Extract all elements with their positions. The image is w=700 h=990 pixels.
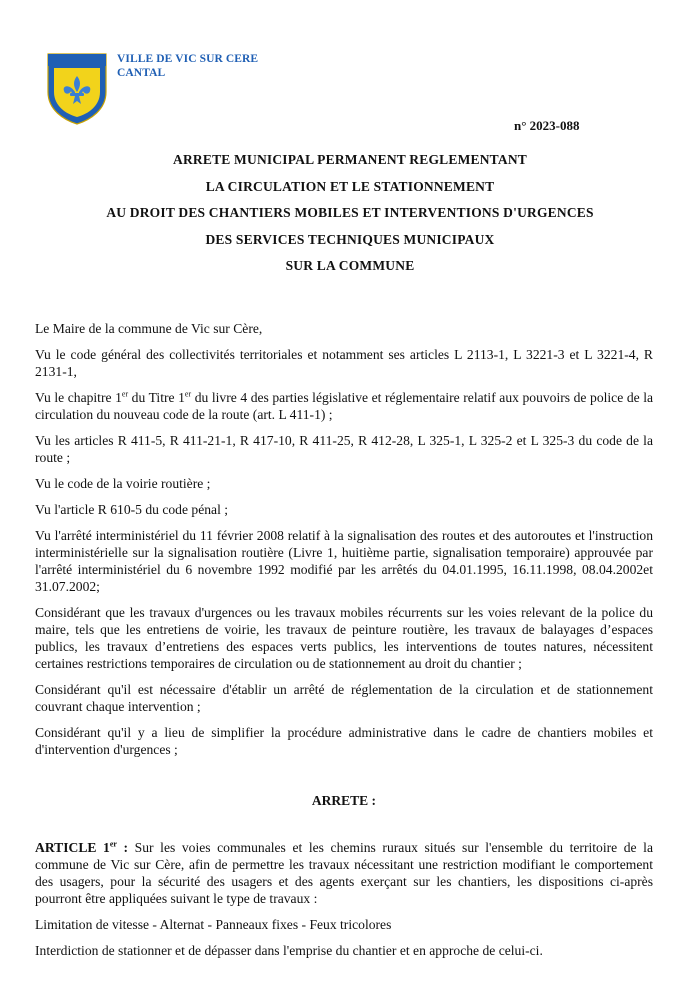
title-line: ARRETE MUNICIPAL PERMANENT REGLEMENTANT [173,152,527,167]
article-label: ARTICLE 1 [35,840,110,855]
considering-paragraph: Considérant que les travaux d'urgences ou les travaux mobiles récurrents sur les voies relevant de la police du maire, tels que les entretiens de voirie, les travaux de peinture routière, les travaux de balayages d’espaces publics, les travaux d’entretiens des espaces verts publics, les interventions de toutes natures, nécessitent certaines restrictions temporaires de circulation ou de stationnement au droit du chantier ; [35,605,653,671]
department-name: CANTAL [117,67,166,79]
decree-reference-number: n° 2023-088 [514,118,580,133]
article-1-measures: Limitation de vitesse - Alternat - Panneaux fixes - Feux tricolores [35,917,392,932]
legal-basis-paragraph: Vu le chapitre 1er du Titre 1er du livre 4 des parties législative et réglementaire relatif aux pouvoirs de police de la circulation du nouveau code de la route (art. L 411-1) ; [35,389,654,422]
decree-body [35,320,653,968]
legal-basis-paragraph: Vu le code général des collectivités territoriales et notamment ses articles L 2113-1, L 3221-3 et L 3221-4, R 2131-1, [35,347,653,379]
legal-basis-paragraph: Vu le code de la voirie routière ; [35,476,211,491]
article-1-prohibition: Interdiction de stationner et de dépasser dans l'emprise du chantier et en approche de celui-ci. [35,943,543,958]
arrete-heading: ARRETE : [311,793,377,808]
considering-paragraph: Considérant qu'il y a lieu de simplifier la procédure administrative dans le cadre de chantiers mobiles et d'intervention d'urgences ; [35,725,653,757]
municipality-header [117,52,258,80]
preamble-mayor: Le Maire de la commune de Vic sur Cère, [35,321,263,336]
legal-basis-paragraph: Vu les articles R 411-5, R 411-21-1, R 417-10, R 411-25, R 412-28, L 325-1, L 325-2 et L 325-3 du code de la route ; [35,433,653,465]
considering-paragraph: Considérant qu'il est nécessaire d'établir un arrêté de réglementation de la circulation et de stationnement couvrant chaque intervention ; [35,682,653,714]
article-1-paragraph: ARTICLE 1er : Sur les voies communales et les chemins ruraux situés sur l'ensemble du territoire de la commune de Vic sur Cère, afin de permettre les travaux nécessitant une restriction modifiant le comportement des usagers, pour la sécurité des usagers et des agents exerçant sur les chantiers, les dispositions ci-après pourront être appliquées suivant le type de travaux : [35,839,653,906]
title-line: AU DROIT DES CHANTIERS MOBILES ET INTERVENTIONS D'URGENCES [106,205,594,220]
coat-of-arms-icon [46,52,108,126]
title-line: LA CIRCULATION ET LE STATIONNEMENT [205,178,495,194]
legal-basis-paragraph: Vu l'article R 610-5 du code pénal ; [35,502,229,517]
municipality-name: VILLE DE VIC SUR CERE [117,53,259,65]
title-line: SUR LA COMMUNE [285,258,415,273]
title-line: DES SERVICES TECHNIQUES MUNICIPAUX [205,231,495,247]
decree-title [60,147,640,280]
legal-basis-paragraph: Vu l'arrêté interministériel du 11 février 2008 relatif à la signalisation des routes et des autoroutes et l'instruction interministérielle sur la signalisation routière (Livre 1, huitième partie, signalisation temporaire) approuvée par l'arrêté interministériel du 6 novembre 1992 modifié par les arrêtés du 04.01.1995, 16.11.1998, 08.04.2002et 31.07.2002; [35,528,653,594]
